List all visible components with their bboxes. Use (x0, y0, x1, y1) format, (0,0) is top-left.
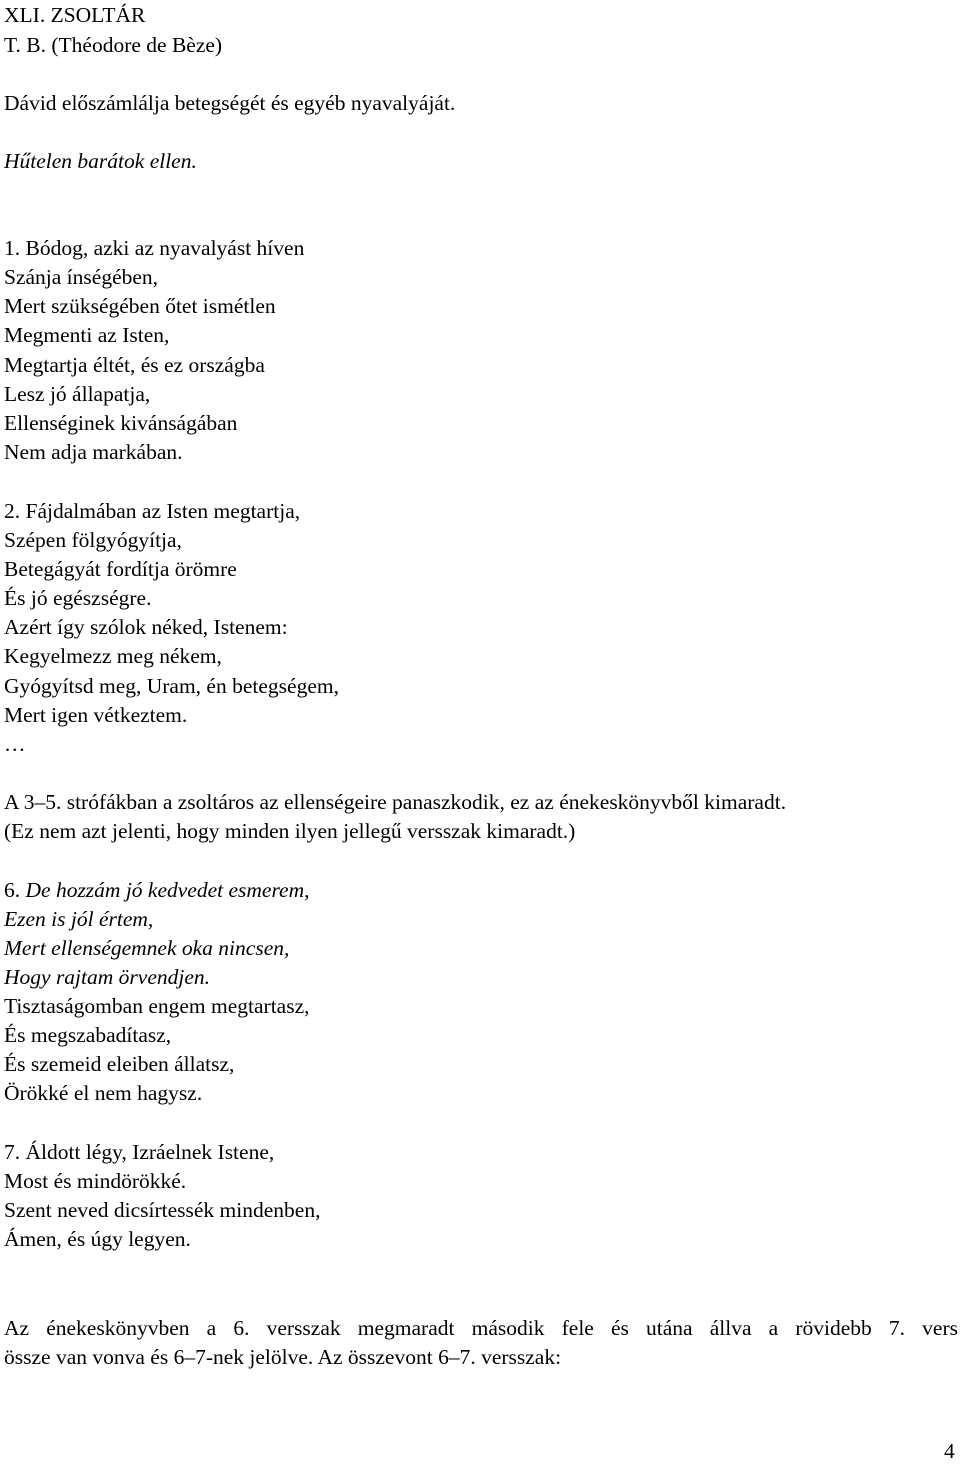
closing-line: Az énekeskönyvben a 6. versszak megmaradt második fele és utána állva a rövidebb 7. vers (4, 1316, 958, 1340)
stanza-line: Megtartja éltét, és ez országba (4, 353, 265, 377)
stanza-line: Hogy rajtam örvendjen. (4, 965, 211, 989)
stanza-line: Mert szükségében őtet ismétlen (4, 294, 276, 318)
psalm-author: T. B. (Théodore de Bèze) (4, 33, 223, 57)
stanza-line: 7. Áldott légy, Izráelnek Istene, (4, 1140, 275, 1164)
stanza-line: 1. Bódog, azki az nyavalyást híven (4, 236, 305, 260)
stanza-line: Megmenti az Isten, (4, 323, 170, 347)
stanza-line: Azért így szólok néked, Istenem: (4, 615, 288, 639)
stanza-line: Ellenséginek kivánságában (4, 411, 238, 435)
stanza-line: Tisztaságomban engem megtartasz, (4, 994, 310, 1018)
stanza-line: Szent neved dicsírtessék mindenben, (4, 1198, 321, 1222)
note-line: (Ez nem azt jelenti, hogy minden ilyen jellegű versszak kimaradt.) (4, 819, 576, 843)
stanza-line: Betegágyát fordítja örömre (4, 557, 237, 581)
stanza-line: Lesz jó állapatja, (4, 382, 151, 406)
stanza-line: Mert igen vétkeztem. (4, 703, 188, 727)
stanza-line (4, 877, 309, 903)
closing-line: össze van vonva és 6–7-nek jelölve. Az összevont 6–7. versszak: (4, 1345, 562, 1369)
psalm-title: XLI. ZSOLTÁR (4, 3, 146, 27)
stanza-line: Kegyelmezz meg nékem, (4, 644, 222, 668)
stanza-line: És szemeid eleiben állatsz, (4, 1052, 235, 1076)
page-number: 4 (944, 1439, 955, 1463)
stanza-line: Gyógyítsd meg, Uram, én betegségem, (4, 674, 339, 698)
stanza-line: Ezen is jól értem, (4, 907, 154, 931)
italic-text: De hozzám jó kedvedet esmerem, (25, 878, 310, 902)
stanza-line: Most és mindörökké. (4, 1169, 187, 1193)
stanza-line: Szánja ínségében, (4, 265, 159, 289)
stanza-line: És megszabadítasz, (4, 1023, 172, 1047)
stanza-line: Szépen fölgyógyítja, (4, 528, 182, 552)
stanza-line: Nem adja markában. (4, 440, 183, 464)
stanza-line: 2. Fájdalmában az Isten megtartja, (4, 499, 301, 523)
stanza-line: Örökké el nem hagysz. (4, 1081, 203, 1105)
stanza-line: Ámen, és úgy legyen. (4, 1227, 191, 1251)
stanza-number: 6. (4, 878, 26, 902)
stanza-line: Mert ellenségemnek oka nincsen, (4, 936, 290, 960)
subtitle-summary: Dávid előszámlálja betegségét és egyéb nyavalyáját. (4, 91, 456, 115)
note-line: A 3–5. strófákban a zsoltáros az ellenségeire panaszkodik, ez az énekeskönyvből kimaradt. (4, 790, 787, 814)
stanza-line: És jó egészségre. (4, 586, 152, 610)
subtitle-against: Hűtelen barátok ellen. (4, 149, 197, 173)
omission-ellipsis: … (4, 732, 26, 756)
